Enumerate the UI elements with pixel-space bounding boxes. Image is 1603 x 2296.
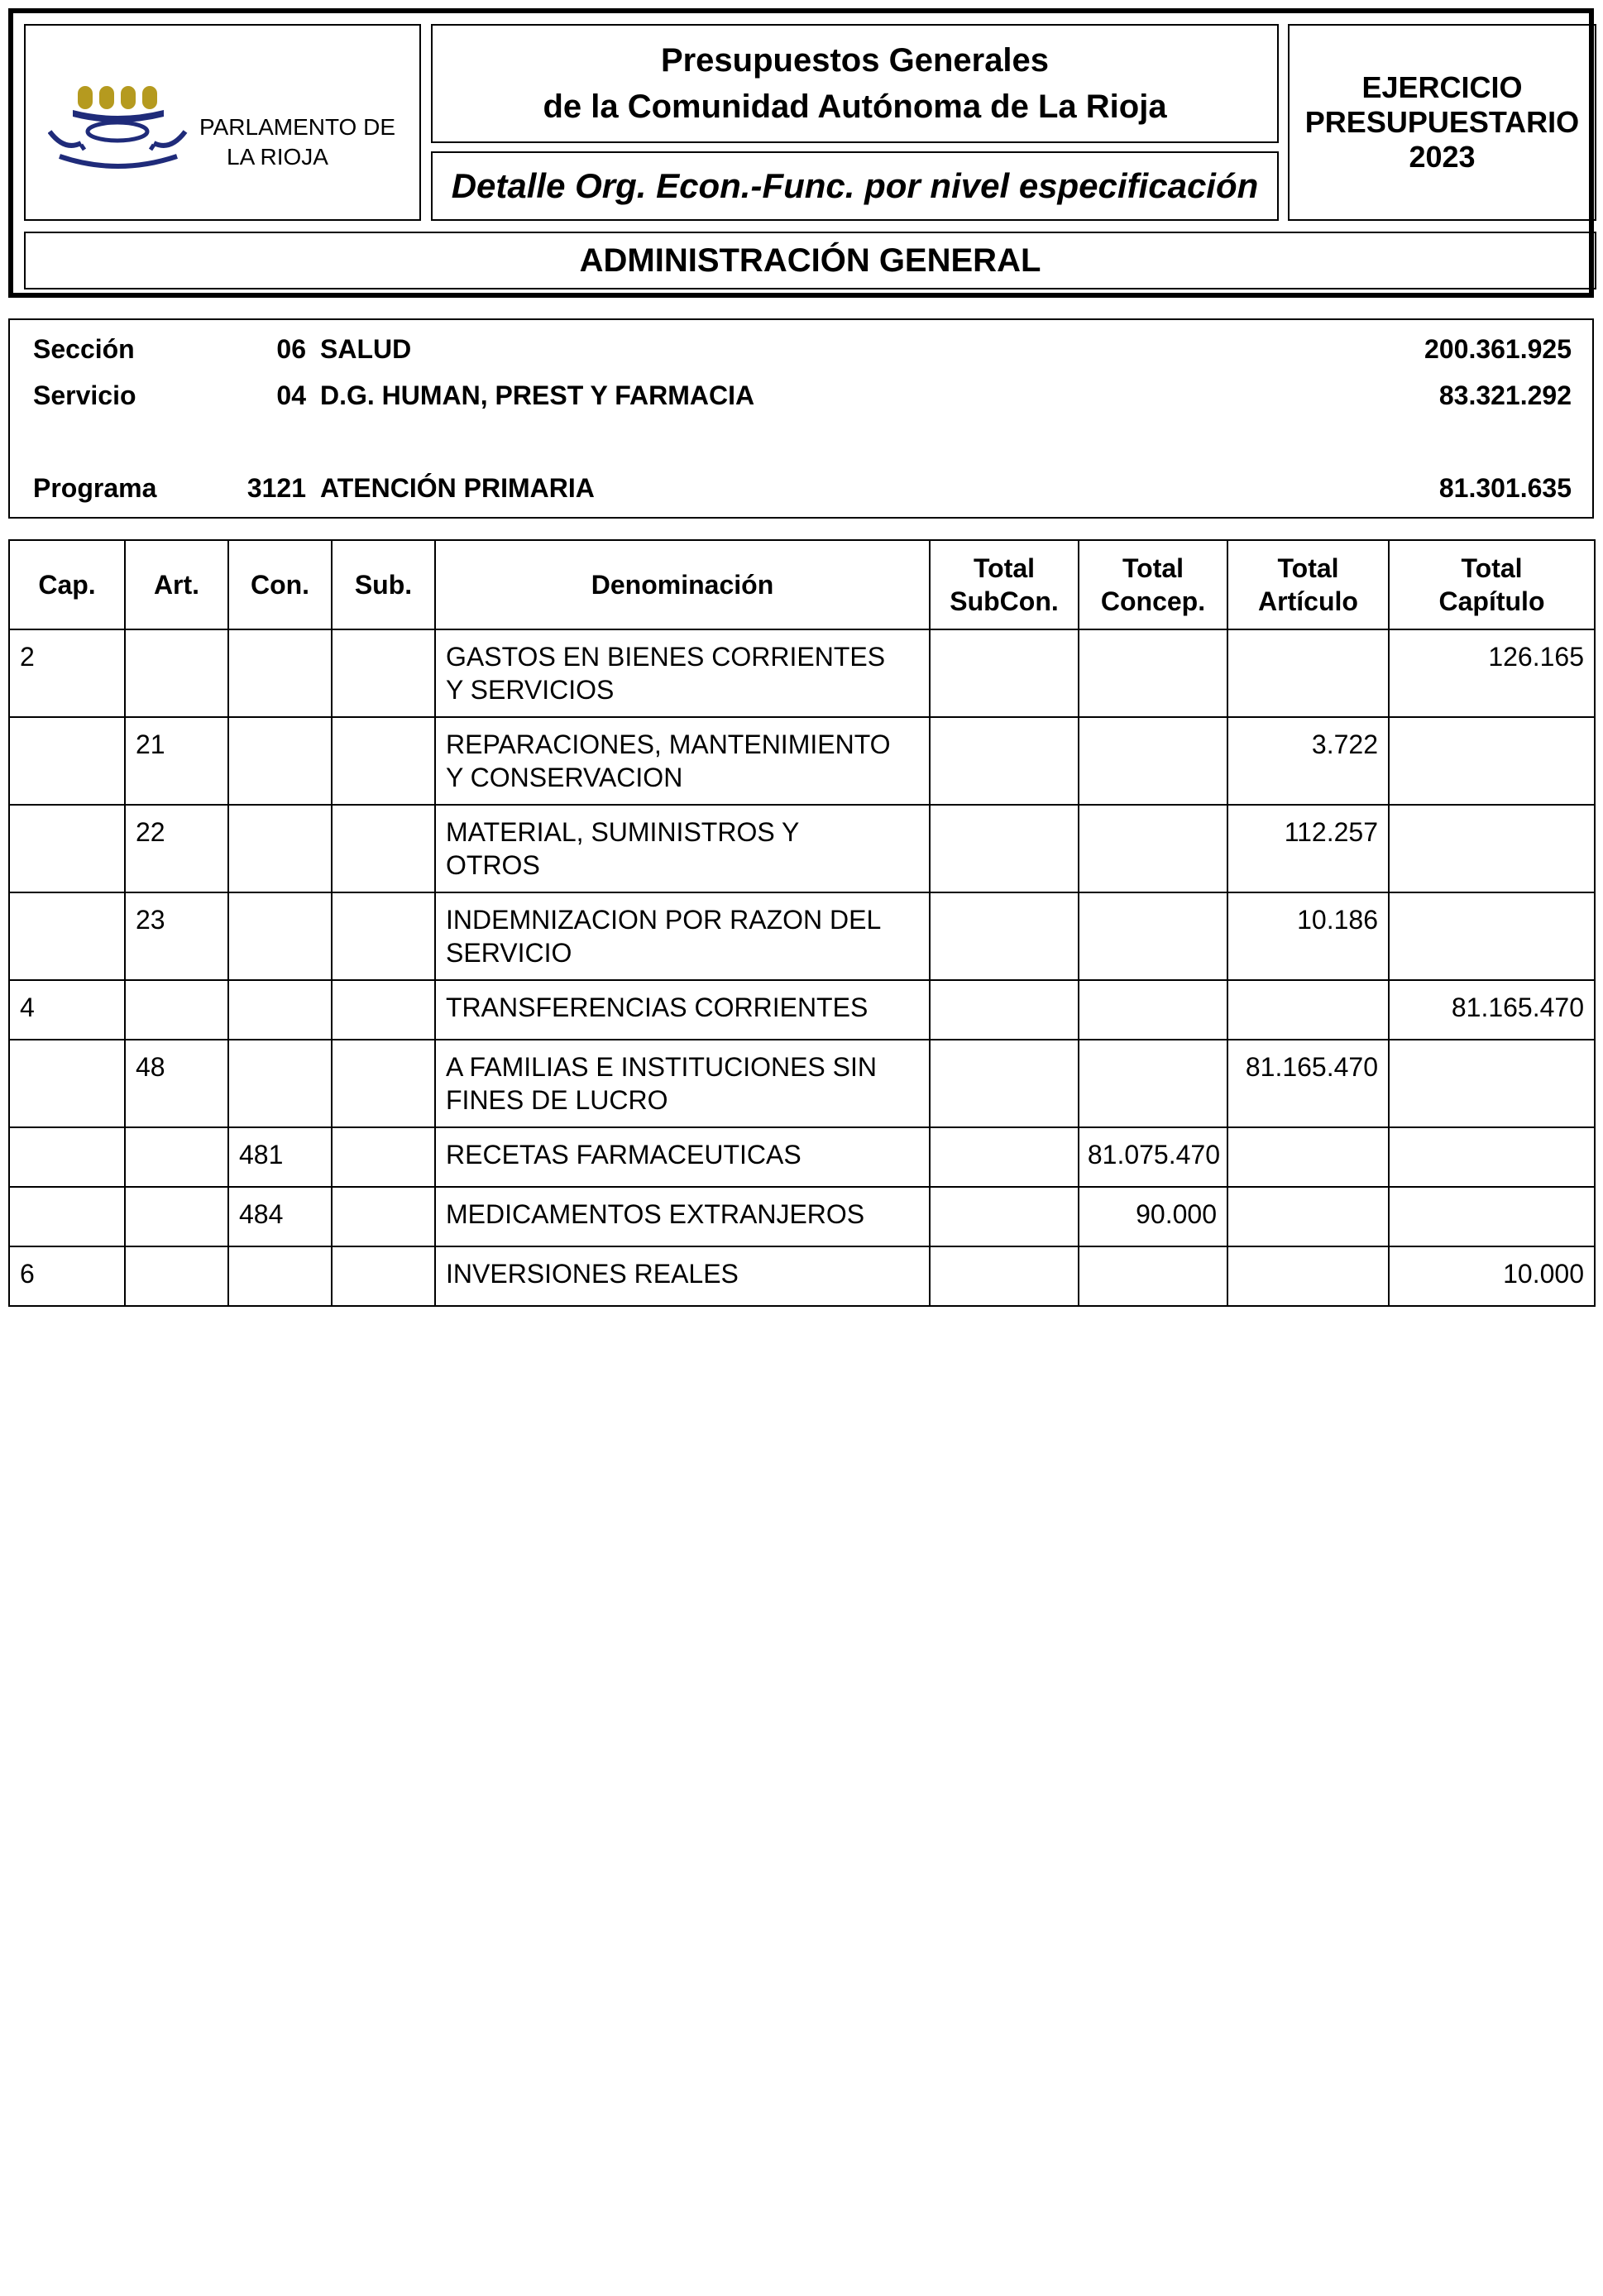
cell-sub [332,1187,435,1246]
cell-total-capitulo [1389,1040,1595,1127]
cell-denominacion [435,1127,930,1187]
col-cap: Cap. [9,540,125,629]
seccion-name: SALUD [320,334,412,364]
cell-sub [332,629,435,717]
cell-total-articulo: 10.186 [1227,892,1389,980]
denominacion-line1: INVERSIONES REALES [446,1259,739,1289]
cell-cap [9,1187,125,1246]
servicio-code: 04 [276,380,306,410]
cell-sub [332,717,435,805]
cell-cap: 6 [9,1246,125,1306]
cell-denominacion [435,1187,930,1246]
cell-cap [9,805,125,892]
cell-sub [332,1127,435,1187]
servicio-amount: 83.321.292 [1438,380,1572,410]
cell-total-subcon [930,1040,1079,1127]
cell-total-articulo [1227,1246,1389,1306]
denominacion-line2: OTROS [446,850,540,880]
col-total-subcon [930,540,1079,629]
servicio-name: D.G. HUMAN, PREST Y FARMACIA [320,380,755,410]
presupuestario-label: PRESUPUESTARIO [1304,105,1580,139]
cell-total-capitulo [1389,805,1595,892]
ejercicio-label: EJERCICIO [1361,70,1523,104]
org-name-line2: LA RIOJA [227,144,328,170]
cell-total-capitulo: 10.000 [1389,1246,1595,1306]
org-name [199,112,395,172]
cell-sub [332,1246,435,1306]
cell-con [228,629,332,717]
table-row [9,1187,1595,1246]
denominacion-line1: RECETAS FARMACEUTICAS [446,1140,802,1170]
cell-denominacion [435,892,930,980]
cell-denominacion [435,1246,930,1306]
col-total-subcon-line1: Total [973,553,1036,583]
cell-denominacion [435,717,930,805]
cell-denominacion [435,805,930,892]
seccion-code: 06 [276,334,306,364]
parliament-crown-seal-icon [48,84,193,175]
cell-total-capitulo [1389,717,1595,805]
cell-art: 48 [125,1040,228,1127]
cell-total-concep: 90.000 [1079,1187,1227,1246]
cell-con [228,892,332,980]
cell-sub [332,892,435,980]
col-total-concep [1079,540,1227,629]
table-row [9,1246,1595,1306]
col-denominacion: Denominación [435,540,930,629]
table-row [9,1127,1595,1187]
cell-art [125,629,228,717]
cell-cap: 4 [9,980,125,1040]
denominacion-line1: TRANSFERENCIAS CORRIENTES [446,993,868,1022]
cell-art: 23 [125,892,228,980]
servicio-row [10,380,1592,414]
col-total-articulo-line2: Artículo [1258,586,1358,616]
cell-total-concep [1079,717,1227,805]
col-total-articulo [1227,540,1389,629]
cell-sub [332,805,435,892]
cell-total-capitulo [1389,1127,1595,1187]
seccion-label: Sección [33,334,135,364]
cell-con: 481 [228,1127,332,1187]
table-header-row [9,540,1595,629]
programa-label: Programa [33,473,157,503]
table-row [9,892,1595,980]
col-total-capitulo-line2: Capítulo [1438,586,1545,616]
cell-cap [9,892,125,980]
table-row [9,1040,1595,1127]
cell-con [228,980,332,1040]
cell-sub [332,980,435,1040]
document-subtitle: Detalle Org. Econ.-Func. por nivel especificación [431,151,1279,221]
cell-art [125,980,228,1040]
table-row [9,717,1595,805]
cell-total-subcon [930,1246,1079,1306]
denominacion-line1: MEDICAMENTOS EXTRANJEROS [446,1199,865,1229]
col-total-concep-line1: Total [1122,553,1184,583]
denominacion-line2: SERVICIO [446,938,572,968]
cell-cap [9,1127,125,1187]
denominacion-line1: MATERIAL, SUMINISTROS Y [446,817,800,847]
cell-denominacion [435,629,930,717]
cell-sub [332,1040,435,1127]
cell-total-capitulo: 126.165 [1389,629,1595,717]
cell-total-articulo: 3.722 [1227,717,1389,805]
cell-denominacion [435,1040,930,1127]
denominacion-line2: Y SERVICIOS [446,675,615,705]
org-name-line1: PARLAMENTO DE [199,114,396,140]
seccion-row [10,334,1592,367]
cell-total-articulo: 81.165.470 [1227,1040,1389,1127]
cell-total-articulo [1227,629,1389,717]
cell-total-capitulo: 81.165.470 [1389,980,1595,1040]
cell-total-subcon [930,1127,1079,1187]
cell-con [228,1246,332,1306]
col-total-concep-line2: Concep. [1100,586,1206,616]
col-con: Con. [228,540,332,629]
table-row [9,980,1595,1040]
cell-total-capitulo [1389,1187,1595,1246]
denominacion-line1: INDEMNIZACION POR RAZON DEL [446,905,882,935]
cell-total-subcon [930,1187,1079,1246]
cell-art [125,1246,228,1306]
cell-total-subcon [930,980,1079,1040]
denominacion-line2: Y CONSERVACION [446,763,683,792]
cell-art: 22 [125,805,228,892]
title-line2: de la Comunidad Autónoma de La Rioja [543,88,1167,125]
denominacion-line1: A FAMILIAS E INSTITUCIONES SIN [446,1052,877,1082]
cell-total-concep [1079,1246,1227,1306]
cell-cap: 2 [9,629,125,717]
cell-con [228,805,332,892]
document-title [431,24,1279,143]
cell-total-subcon [930,629,1079,717]
cell-art [125,1127,228,1187]
col-sub: Sub. [332,540,435,629]
col-art: Art. [125,540,228,629]
document-header [8,8,1594,298]
cell-total-concep [1079,629,1227,717]
col-total-capitulo-line1: Total [1461,553,1523,583]
cell-total-subcon [930,717,1079,805]
col-total-capitulo [1389,540,1595,629]
col-total-subcon-line2: SubCon. [950,586,1059,616]
cell-total-concep [1079,980,1227,1040]
table-row [9,805,1595,892]
programa-name: ATENCIÓN PRIMARIA [320,473,595,503]
administration-title: ADMINISTRACIÓN GENERAL [24,232,1596,289]
cell-total-concep: 81.075.470 [1079,1127,1227,1187]
programa-code: 3121 [246,473,306,503]
section-info [8,318,1594,519]
cell-cap [9,1040,125,1127]
cell-total-articulo [1227,1187,1389,1246]
col-total-articulo-line1: Total [1277,553,1339,583]
programa-row [10,473,1592,506]
denominacion-line2: FINES DE LUCRO [446,1085,668,1115]
cell-con [228,717,332,805]
cell-total-concep [1079,1040,1227,1127]
seccion-amount: 200.361.925 [1424,334,1572,364]
cell-art: 21 [125,717,228,805]
cell-total-concep [1079,805,1227,892]
cell-total-articulo [1227,980,1389,1040]
cell-total-capitulo [1389,892,1595,980]
cell-con: 484 [228,1187,332,1246]
cell-denominacion [435,980,930,1040]
denominacion-line1: REPARACIONES, MANTENIMIENTO [446,729,891,759]
cell-total-concep [1079,892,1227,980]
servicio-label: Servicio [33,380,136,410]
cell-con [228,1040,332,1127]
cell-total-articulo: 112.257 [1227,805,1389,892]
cell-total-subcon [930,892,1079,980]
fiscal-year-panel [1288,24,1596,221]
cell-art [125,1187,228,1246]
logo-panel [24,24,421,221]
denominacion-line1: GASTOS EN BIENES CORRIENTES [446,642,886,672]
budget-table [8,539,1596,1307]
table-row [9,629,1595,717]
cell-total-articulo [1227,1127,1389,1187]
cell-cap [9,717,125,805]
title-line1: Presupuestos Generales [660,42,1050,79]
programa-amount: 81.301.635 [1438,473,1572,503]
fiscal-year: 2023 [1409,140,1476,174]
cell-total-subcon [930,805,1079,892]
